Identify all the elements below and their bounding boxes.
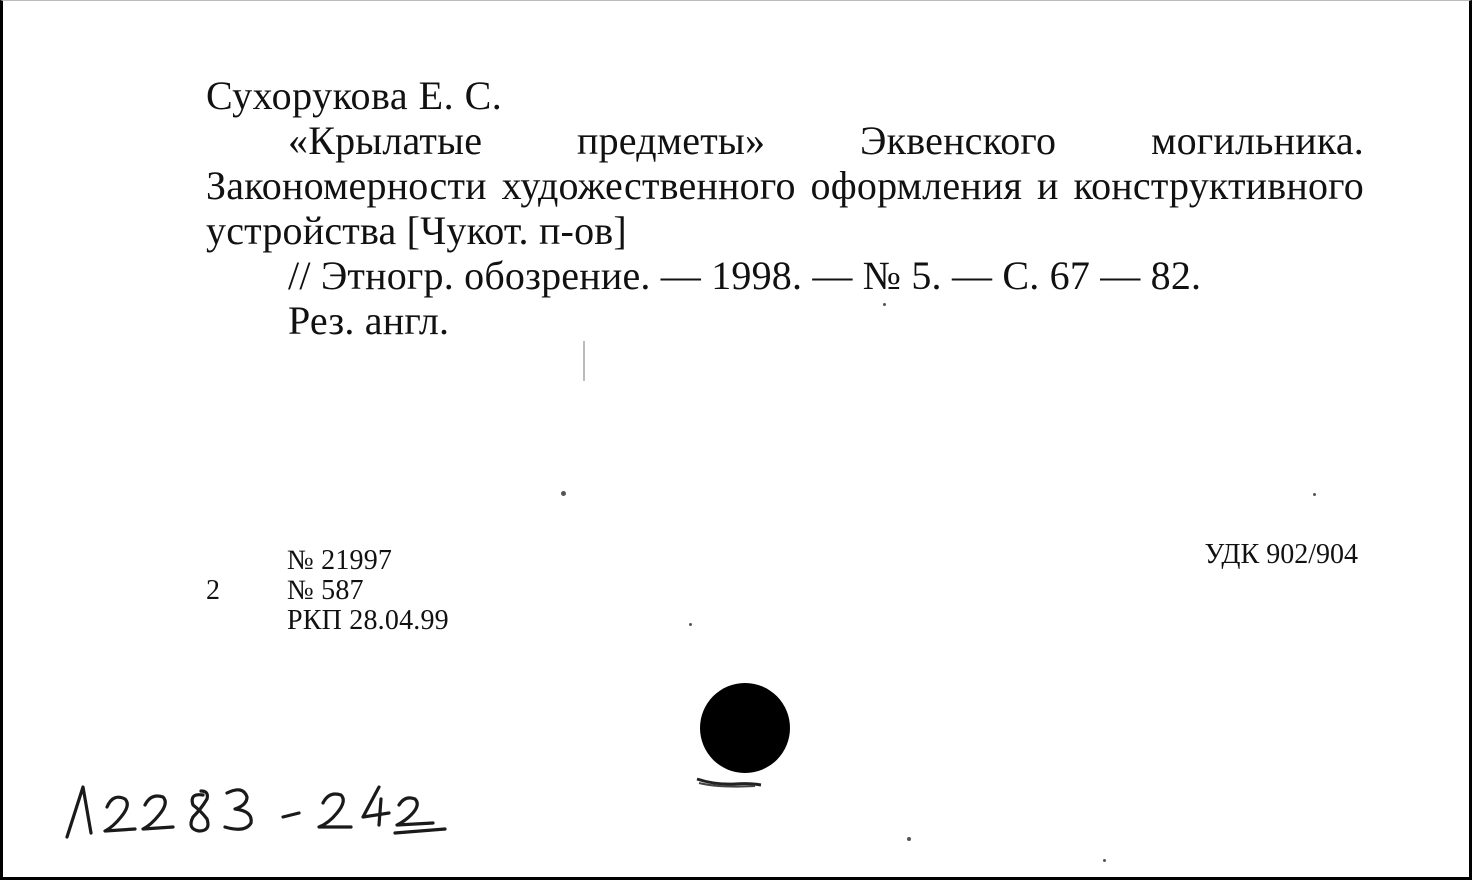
title-description: «Крылатые предметы» Эквенского могильника. Закономерности художественного оформления и конструктивного устройства [Чукот. п-ов] bbox=[206, 118, 1364, 253]
scan-speck bbox=[583, 341, 585, 381]
summary-note: Рез. англ. bbox=[288, 298, 450, 343]
rkp-date: РКП 28.04.99 bbox=[287, 605, 449, 636]
scan-speck bbox=[1103, 859, 1106, 862]
registration-numbers bbox=[287, 546, 449, 636]
scan-speck bbox=[689, 623, 692, 626]
udk-code: УДК 902/904 bbox=[1204, 539, 1358, 570]
scan-speck bbox=[907, 837, 911, 841]
author: Сухорукова Е. С. bbox=[206, 73, 503, 118]
ink-smudge-icon bbox=[695, 776, 763, 788]
registration-number-1: № 21997 bbox=[287, 545, 393, 576]
handwritten-shelfmark bbox=[61, 773, 461, 843]
punch-hole-icon bbox=[700, 683, 790, 773]
source-reference: // Этногр. обозрение. — 1998. — № 5. — С. 67 — 82. bbox=[288, 253, 1202, 298]
bibliographic-record bbox=[206, 73, 1364, 343]
scan-speck bbox=[1313, 493, 1316, 496]
registration-number-2: № 587 bbox=[287, 575, 364, 606]
copy-count: 2 bbox=[206, 575, 220, 606]
scan-speck bbox=[561, 491, 566, 496]
scan-speck bbox=[883, 303, 886, 306]
